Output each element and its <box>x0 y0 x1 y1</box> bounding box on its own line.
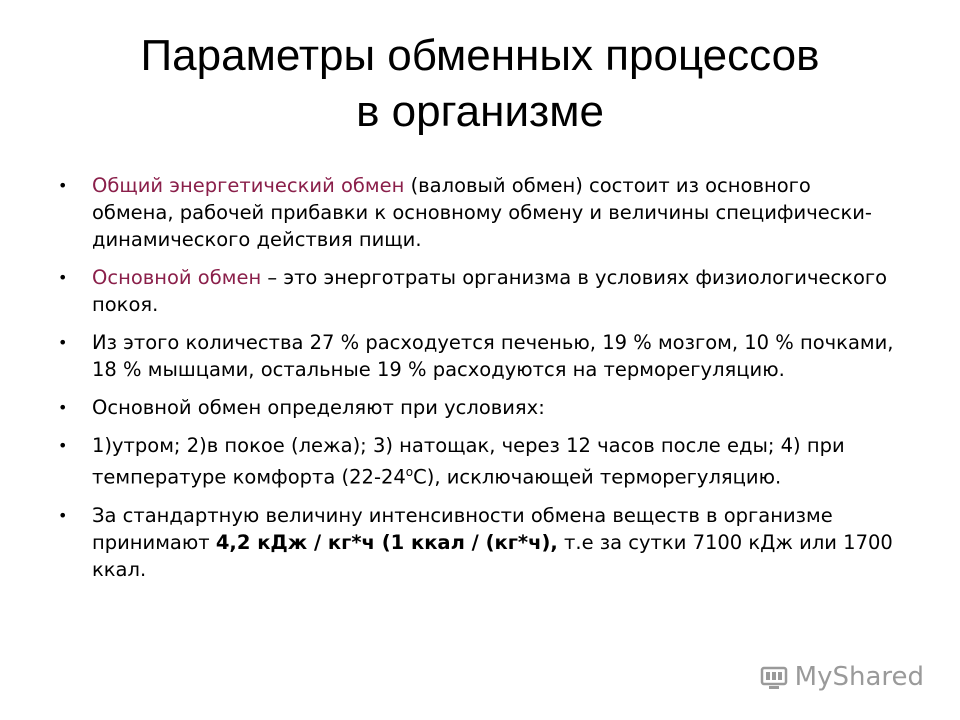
bullet-text: С), исключающей терморегуляцию. <box>413 465 782 489</box>
bullet-item-conditions-heading <box>56 394 896 421</box>
bullet-item-conditions-list <box>56 432 896 491</box>
bullet-marker: • <box>58 333 68 352</box>
bullet-item-total-metabolism <box>56 172 896 253</box>
bullet-marker: • <box>58 176 68 195</box>
bullet-text: Основной обмен определяют при условиях: <box>92 396 545 419</box>
bullet-text: 1)утром; 2)в покое (лежа); 3) натощак, через 12 часов после еды; 4) при температуре комфорта (22-24 <box>92 434 845 489</box>
bullet-marker: • <box>58 268 68 287</box>
myshared-logo-icon <box>759 662 789 692</box>
bullet-text: – это энерготраты организма в условиях физиологического покоя. <box>92 266 888 316</box>
watermark-label: MyShared <box>794 662 924 692</box>
bullet-text: За стандартную величину интенсивности обмена веществ в организме принимают <box>92 503 833 554</box>
bullet-text: т.е за сутки 7100 кДж или 1700 ккал. <box>92 530 893 581</box>
bullet-list <box>56 172 896 594</box>
bullet-item-basal-metabolism <box>56 264 896 318</box>
term-total-energy-exchange: Общий энергетический обмен <box>92 174 405 197</box>
bullet-marker: • <box>58 436 68 455</box>
slide-title-line-1: Параметры обменных процессов <box>140 31 820 80</box>
bullet-text: Из этого количества 27 % расходуется печенью, 19 % мозгом, 10 % почками, 18 % мышцами, остальные 19 % расходуются на терморегуляцию. <box>92 331 894 381</box>
degree-sign: о <box>405 465 414 479</box>
term-basal-metabolism: Основной обмен <box>92 266 262 289</box>
bullet-marker: • <box>58 398 68 417</box>
bullet-marker: • <box>58 505 68 525</box>
slide-title <box>40 28 920 140</box>
bullet-text: (валовый обмен) состоит из основного обмена, рабочей прибавки к основному обмену и величины специфически-динамического действия пищи. <box>92 174 872 251</box>
watermark <box>759 662 924 692</box>
bullet-item-organ-distribution <box>56 329 896 383</box>
standard-value: 4,2 кДж / кг*ч (1 ккал / (кг*ч), <box>215 530 558 554</box>
slide-title-line-2: в организме <box>356 87 604 136</box>
bullet-item-standard-intensity <box>56 502 896 583</box>
